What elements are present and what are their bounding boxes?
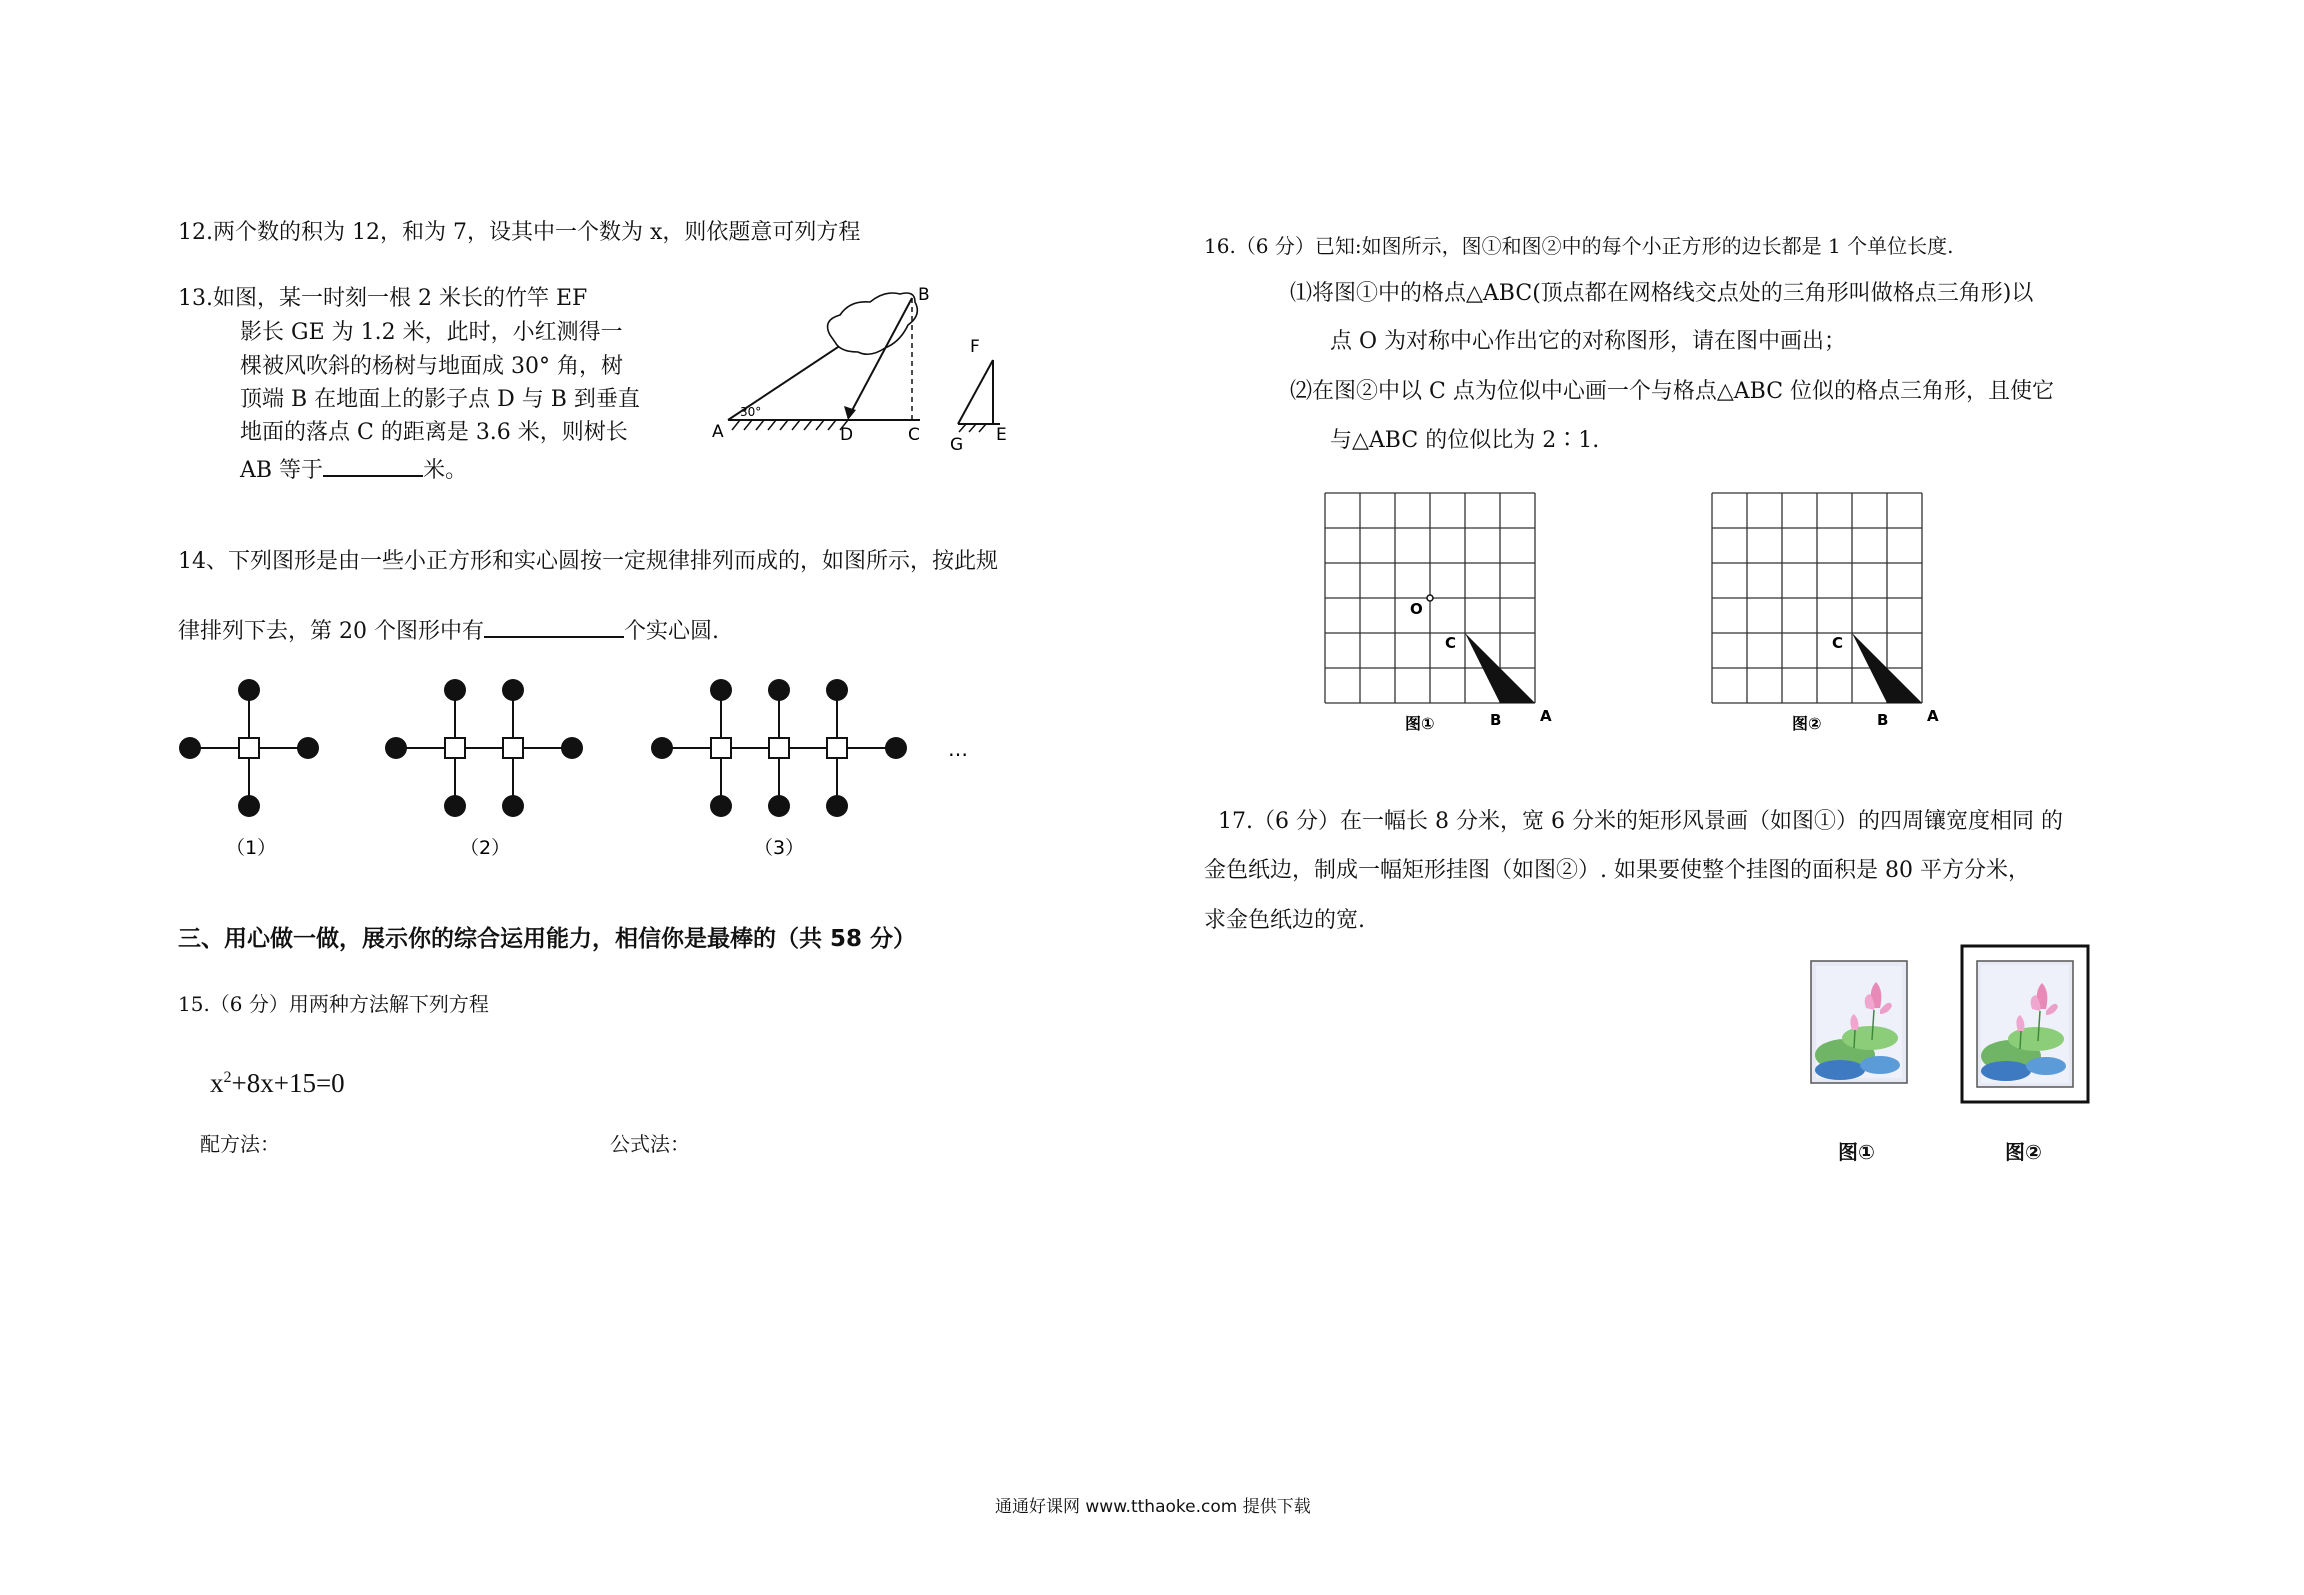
q14-line-2-post: 个实心圆. <box>623 619 719 644</box>
grid-1-label-b: B <box>1490 711 1502 729</box>
pattern-label-2: （2） <box>460 837 511 859</box>
pole-shadow-ray <box>958 360 993 424</box>
q14-answer-blank[interactable] <box>484 616 624 638</box>
q13-line-1: 13.如图，某一时刻一根 2 米长的竹竿 EF <box>178 286 588 311</box>
point-o <box>1427 595 1433 601</box>
q15-eq-rest: +8x+15=0 <box>231 1068 345 1098</box>
q13-line-4: 顶端 B 在地面上的影子点 D 与 B 到垂直 <box>240 387 640 412</box>
grid-1-caption: 图① <box>1405 714 1435 733</box>
q16-line-1: 16.（6 分）已知:如图所示，图①和图②中的每个小正方形的边长都是 1 个单位长度. <box>1204 234 1954 258</box>
q15-equation <box>210 1068 345 1099</box>
q14-line-1: 14、下列图形是由一些小正方形和实心圆按一定规律排列而成的，如图所示，按此规 <box>178 549 998 574</box>
q16-grid-figure-2 <box>1707 488 1967 748</box>
label-f: F <box>970 337 980 357</box>
q17-line-2: 金色纸边，制成一幅矩形挂图（如图②）. 如果要使整个挂图的面积是 80 平方分米， <box>1204 858 2030 883</box>
pattern-2 <box>385 679 583 817</box>
label-e: E <box>996 425 1007 445</box>
q14-line-2 <box>178 616 719 643</box>
q17-painting-2-image <box>1960 944 2092 1106</box>
q16-line-3: 点 O 为对称中心作出它的对称图形，请在图中画出； <box>1330 329 1847 354</box>
pattern-ellipsis: … <box>948 737 968 761</box>
tree-crown <box>828 293 918 354</box>
label-d: D <box>840 425 854 445</box>
q15-text: 15.（6 分）用两种方法解下列方程 <box>178 992 489 1016</box>
label-a: A <box>712 422 724 442</box>
grid-2-label-a: A <box>1927 707 1939 725</box>
section-3-title: 三、用心做一做，展示你的综合运用能力，相信你是最棒的（共 58 分） <box>178 926 917 952</box>
ground-hatching <box>732 420 848 430</box>
grid-1-label-o: O <box>1410 600 1423 618</box>
grid-1-label-a: A <box>1540 707 1552 725</box>
footer-text: 通通好课网 www.tthaoke.com 提供下载 <box>995 1497 1311 1517</box>
q16-line-5: 与△ABC 的位似比为 2∶1. <box>1330 428 1600 453</box>
pattern-label-1: （1） <box>226 837 277 859</box>
q14-line-2-pre: 律排列下去，第 20 个图形中有 <box>178 619 484 644</box>
q13-line-2: 影长 GE 为 1.2 米，此时，小红测得一 <box>240 320 623 345</box>
q12-text: 12.两个数的积为 12，和为 7，设其中一个数为 x，则依题意可列方程 <box>178 220 861 245</box>
pattern-label-3: （3） <box>754 837 805 859</box>
q17-painting-1-image <box>1810 960 1910 1088</box>
grid-2-caption: 图② <box>1792 714 1822 733</box>
q15-method-1: 配方法： <box>200 1132 280 1156</box>
label-g: G <box>950 435 964 455</box>
grid-1-label-c: C <box>1445 634 1457 652</box>
q13-line-6 <box>240 455 467 482</box>
q16-grid-figure-1 <box>1320 488 1580 748</box>
q15-method-2: 公式法： <box>610 1132 690 1156</box>
pattern-1 <box>179 679 319 817</box>
grid-2-label-c: C <box>1832 634 1844 652</box>
q17-line-1: 17.（6 分）在一幅长 8 分米，宽 6 分米的矩形风景画（如图①）的四周镶宽度相同 的 <box>1218 809 2063 834</box>
label-b: B <box>918 285 930 305</box>
q15-eq-x: x <box>210 1068 224 1098</box>
q13-tree-figure <box>700 280 1030 460</box>
q17-caption-1: 图① <box>1838 1140 1875 1164</box>
q14-pattern-figure <box>170 670 990 870</box>
grid-2-label-b: B <box>1877 711 1889 729</box>
q13-line-5: 地面的落点 C 的距离是 3.6 米，则树长 <box>240 420 628 445</box>
angle-label: 30° <box>740 405 762 419</box>
label-c: C <box>908 425 920 445</box>
q13-answer-blank[interactable] <box>323 455 423 477</box>
q16-line-2: ⑴将图①中的格点△ABC(顶点都在网格线交点处的三角形叫做格点三角形)以 <box>1290 281 2034 306</box>
q13-line-6-post: 米。 <box>423 458 468 483</box>
q13-line-6-pre: AB 等于 <box>240 458 324 483</box>
q17-line-3: 求金色纸边的宽. <box>1204 908 1365 933</box>
q15-eq-exponent: 2 <box>223 1069 232 1086</box>
q16-line-4: ⑵在图②中以 C 点为位似中心画一个与格点△ABC 位似的格点三角形，且使它 <box>1290 379 2055 404</box>
q13-line-3: 棵被风吹斜的杨树与地面成 30° 角，树 <box>240 354 623 379</box>
q17-caption-2: 图② <box>2005 1140 2042 1164</box>
pattern-3 <box>651 679 907 817</box>
